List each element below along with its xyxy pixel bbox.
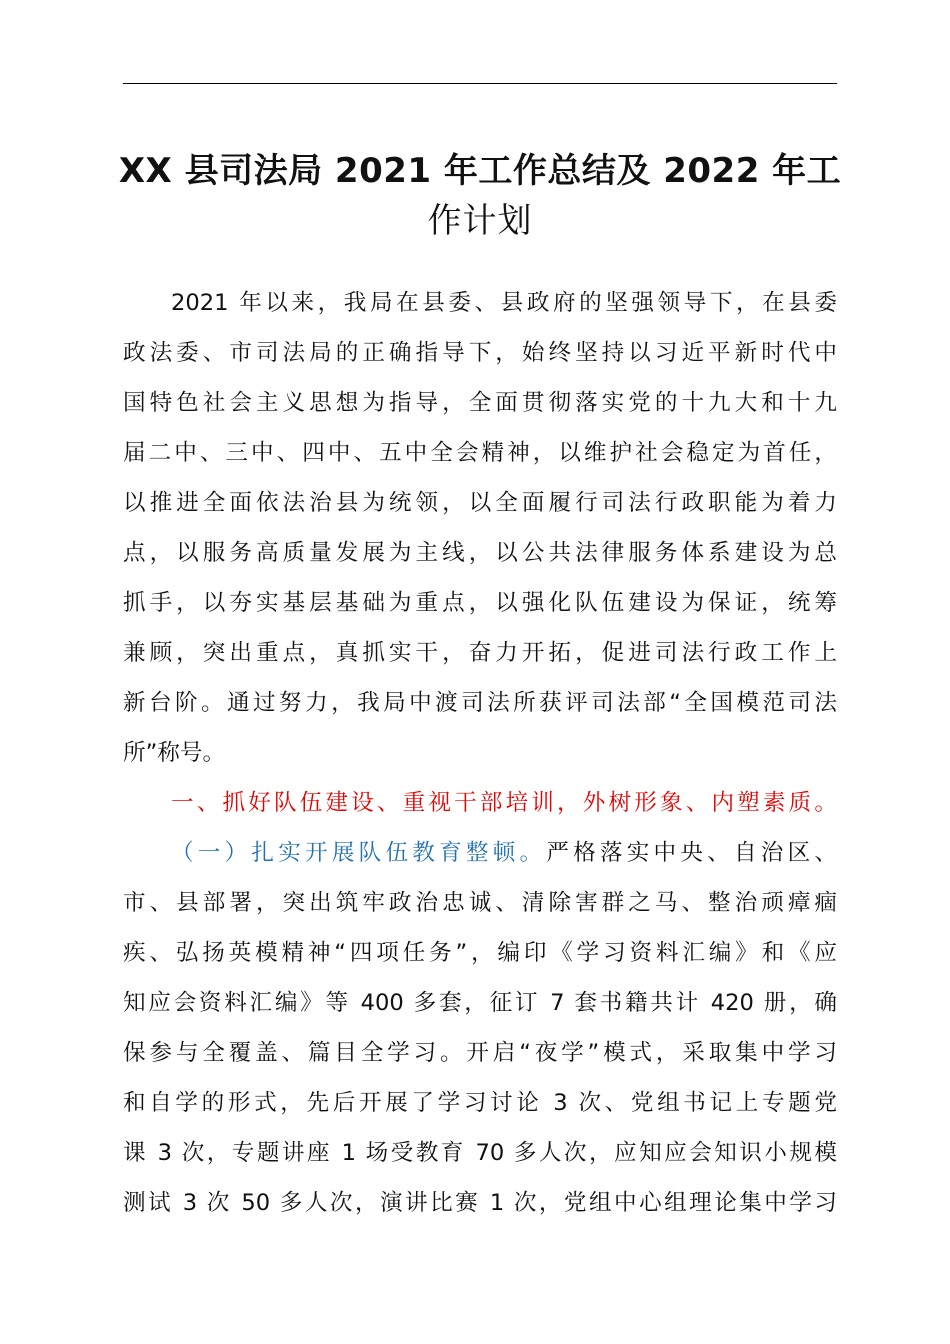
- subsection-heading: （一）扎实开展队伍教育整顿。: [171, 840, 547, 866]
- subsection-first-line-text: 严格落实中央、自治区、: [546, 840, 838, 866]
- paragraph-line: 以推进全面依法治县为统领，以全面履行司法行政职能为着力: [123, 490, 837, 516]
- paragraph-line: 测试 3 次 50 多人次，演讲比赛 1 次，党组中心组理论集中学习: [123, 1190, 837, 1216]
- paragraph-line: 2021 年以来，我局在县委、县政府的坚强领导下，在县委: [171, 290, 837, 316]
- paragraph-line: 疾、弘扬英模精神“四项任务”，编印《学习资料汇编》和《应: [123, 940, 837, 966]
- title-line-1: XX 县司法局 2021 年工作总结及 2022 年工: [118, 151, 842, 191]
- paragraph-line: 兼顾，突出重点，真抓实干，奋力开拓，促进司法行政工作上: [123, 640, 837, 666]
- paragraph-line: 保参与全覆盖、篇目全学习。开启“夜学”模式，采取集中学习: [123, 1040, 837, 1066]
- document-body: [123, 278, 837, 1228]
- paragraph-line: [123, 828, 837, 878]
- paragraph-line: 知应会资料汇编》等 400 多套，征订 7 套书籍共计 420 册，确: [123, 990, 837, 1016]
- document-title: [110, 146, 850, 246]
- header-rule: [123, 83, 837, 84]
- paragraph-line: 届二中、三中、四中、五中全会精神，以维护社会稳定为首任，: [123, 440, 837, 466]
- paragraph-line: 新台阶。通过努力，我局中渡司法所获评司法部“全国模范司法: [123, 690, 837, 716]
- paragraph-line: 和自学的形式，先后开展了学习讨论 3 次、党组书记上专题党: [123, 1090, 837, 1116]
- paragraph-line: 点，以服务高质量发展为主线，以公共法律服务体系建设为总: [123, 540, 837, 566]
- paragraph-line: 政法委、市司法局的正确指导下，始终坚持以习近平新时代中: [123, 340, 837, 366]
- section-heading: 一、抓好队伍建设、重视干部培训，外树形象、内塑素质。: [171, 790, 837, 816]
- paragraph-line: 国特色社会主义思想为指导，全面贯彻落实党的十九大和十九: [123, 390, 837, 416]
- paragraph-line: 抓手，以夯实基层基础为重点，以强化队伍建设为保证，统筹: [123, 590, 837, 616]
- paragraph-line: 课 3 次，专题讲座 1 场受教育 70 多人次，应知应会知识小规模: [123, 1140, 837, 1166]
- subsection-paragraph: [123, 828, 837, 1228]
- paragraph-line: 所”称号。: [123, 740, 226, 766]
- intro-paragraph: [123, 278, 837, 778]
- paragraph-line: 市、县部署，突出筑牢政治忠诚、清除害群之马、整治顽瘴痼: [123, 890, 837, 916]
- title-line-2: 作计划: [427, 201, 533, 241]
